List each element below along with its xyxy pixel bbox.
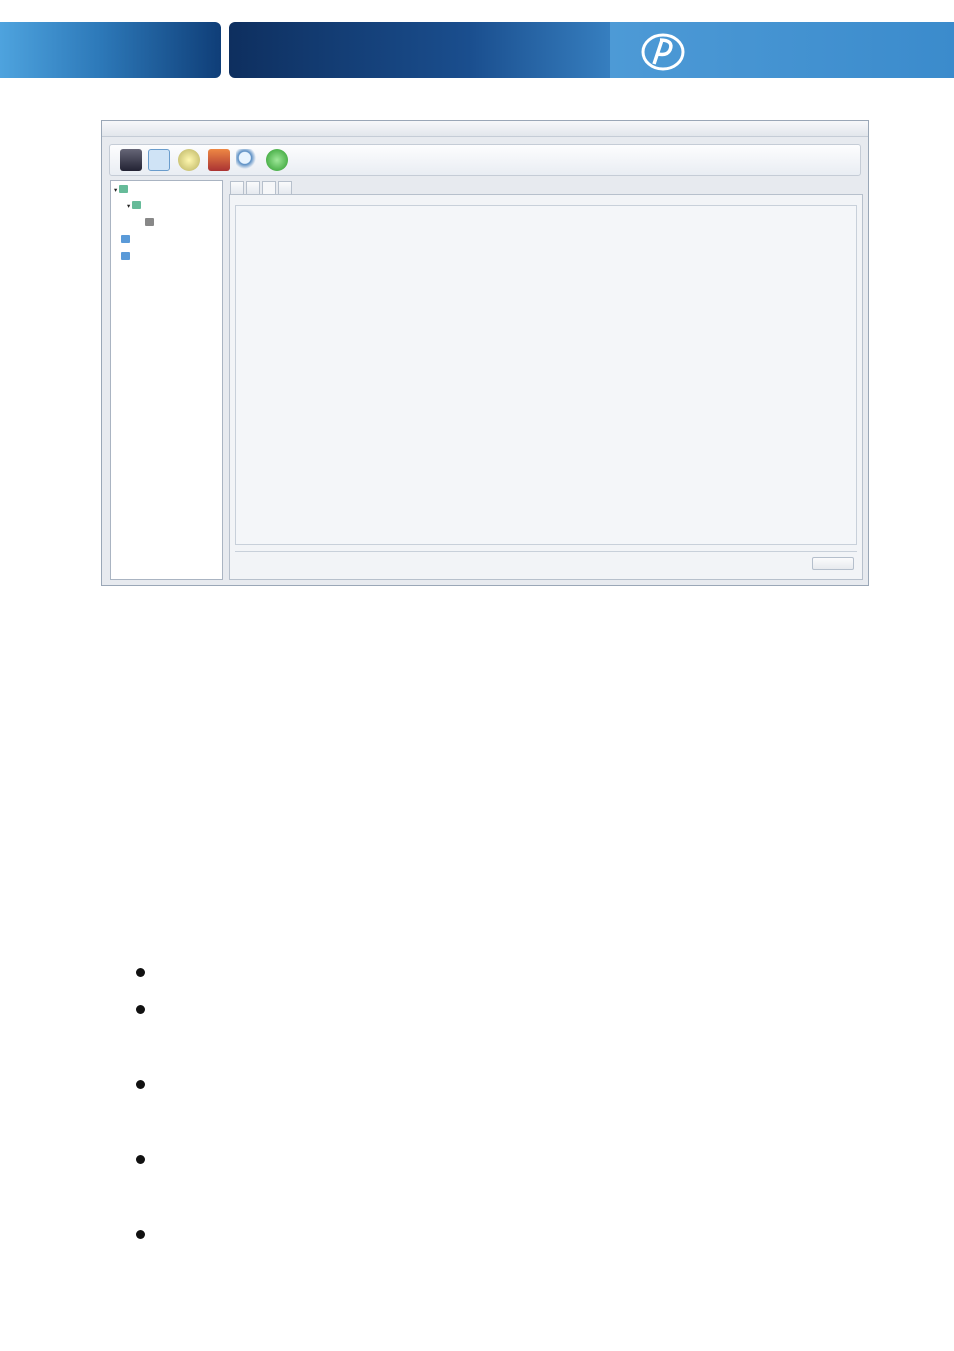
globe-icon: [121, 252, 130, 260]
battery-icon[interactable]: [208, 149, 230, 171]
tab-local-shutdown[interactable]: [230, 181, 244, 194]
default-button[interactable]: [812, 557, 854, 570]
parameters-inner: [235, 205, 857, 545]
control-icon[interactable]: [178, 149, 200, 171]
logo-emblem-icon: [640, 32, 686, 72]
refresh-icon[interactable]: [266, 149, 288, 171]
powerwalker-logo: [640, 30, 690, 74]
settings-icon[interactable]: [148, 149, 170, 171]
tab-remote-shutdown[interactable]: [246, 181, 260, 194]
search-icon[interactable]: [236, 149, 258, 171]
network-icon: [121, 235, 130, 243]
monitor-icon[interactable]: [120, 149, 142, 171]
step3-line1: [101, 804, 112, 841]
step2-line1: [101, 679, 112, 716]
tree-item-host[interactable]: ▾: [127, 201, 143, 210]
tree-item-internet[interactable]: [121, 252, 132, 261]
banner-segment-left: [0, 22, 221, 78]
usb-icon: [145, 218, 154, 226]
tree-item-usb[interactable]: [145, 218, 156, 227]
tree-item-current[interactable]: ▾: [114, 185, 130, 194]
toolbar: [109, 144, 861, 176]
user-info: [615, 148, 686, 174]
menu-bar: [102, 121, 868, 137]
tab-parameters-setting[interactable]: [262, 181, 276, 195]
bullet-dot: [136, 1230, 145, 1239]
tab-purchase-information[interactable]: [278, 181, 292, 194]
parameters-panel: [229, 194, 863, 580]
computer-icon: [119, 185, 128, 193]
bullet-dot: [136, 1155, 145, 1164]
divider: [235, 551, 857, 552]
tree-item-lan[interactable]: [121, 235, 132, 244]
tab-bar: [230, 181, 294, 195]
bullet-dot: [136, 968, 145, 977]
bullet-dot: [136, 1080, 145, 1089]
computer-icon: [132, 201, 141, 209]
banner-segment-middle: [229, 22, 629, 78]
bullet-dot: [136, 1005, 145, 1014]
software-screenshot: [101, 120, 869, 586]
device-tree: [110, 180, 223, 580]
header-banner: [0, 22, 954, 80]
